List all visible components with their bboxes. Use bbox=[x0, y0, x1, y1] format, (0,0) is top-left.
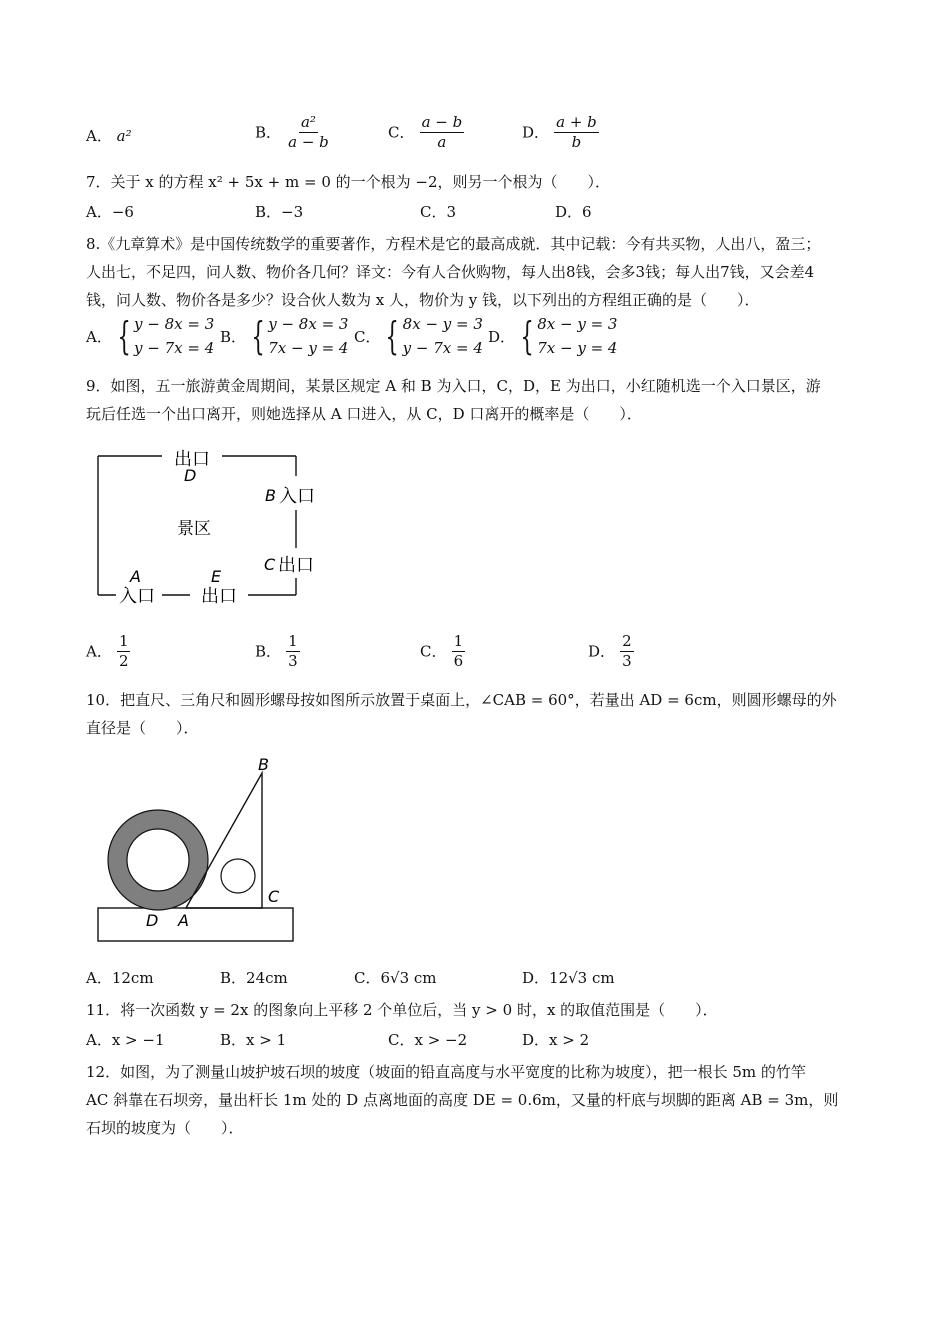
q6-option-d: D． $\frac{a + b}{b}$ bbox=[522, 113, 597, 152]
q10-stem-line-2: 直径是（ ）． bbox=[86, 719, 199, 737]
q9-option-a: A． $\frac{1}{2}$ bbox=[86, 632, 129, 671]
scenic-area-label: 景区 bbox=[177, 519, 211, 539]
entry-a-label: 入口 bbox=[119, 586, 155, 607]
q11-option-d: D．x > 2 bbox=[522, 1031, 590, 1049]
q10-stem-line-1: 10．把直尺、三角尺和圆形螺母按如图所示放置于桌面上，∠CAB = 60°，若量出 AD = 6cm，则圆形螺母的外 bbox=[86, 691, 837, 709]
exit-top-label: 出口 bbox=[174, 449, 210, 470]
brace-icon: { bbox=[385, 314, 400, 358]
q6-option-b-fraction: $\frac{\text{a²}}{a - b}$ bbox=[288, 113, 329, 152]
q6-option-a-value: a² bbox=[116, 127, 132, 145]
q6-option-d-fraction: $\frac{a + b}{b}$ bbox=[556, 113, 597, 152]
label-a: A bbox=[130, 567, 141, 586]
triangle-hole bbox=[221, 859, 255, 893]
q7-option-c: C．3 bbox=[420, 203, 457, 221]
q9-option-c: C． $\frac{1}{6}$ bbox=[420, 632, 464, 671]
label-c: C bbox=[264, 555, 276, 574]
q12-stem-line-1: 12．如图，为了测量山坡护坡石坝的坡度（坡面的铅直高度与水平宽度的比称为坡度），把一根长 5m 的竹竿 bbox=[86, 1063, 806, 1081]
label-a: A bbox=[178, 911, 189, 930]
q7-stem: 7．关于 x 的方程 x² + 5x + m = 0 的一个根为 −2，则另一个根为（ ）． bbox=[86, 173, 611, 191]
exit-e-label: 出口 bbox=[201, 586, 237, 607]
label-d: D bbox=[184, 466, 197, 485]
label-b: B bbox=[265, 486, 276, 505]
q6-option-c: C． $\frac{a - b}{a}$ bbox=[388, 113, 463, 152]
q7-option-b: B．−3 bbox=[255, 203, 304, 221]
q8-stem-line-2: 人出七，不足四，问人数、物价各几何？译文：今有人合伙购物，每人出8钱，会多3钱；每人出7钱，又会差4 bbox=[86, 263, 815, 281]
q7-option-d: D．6 bbox=[555, 203, 592, 221]
brace-icon: { bbox=[251, 314, 265, 358]
brace-icon: { bbox=[520, 314, 534, 358]
q6-option-b: B． $\frac{\text{a²}}{a - b}$ bbox=[255, 113, 329, 152]
q11-stem: 11．将一次函数 y = 2x 的图象向上平移 2 个单位后，当 y > 0 时，x 的取值范围是（ ）． bbox=[86, 1001, 718, 1019]
label-b: B bbox=[258, 755, 269, 774]
q8-stem-line-1: 8.《九章算术》是中国传统数学的重要著作，方程术是它的最高成就．其中记载：今有共买物，人出八，盈三； bbox=[86, 235, 821, 253]
q8-option-d: D． { 8x − y = 3 7x − y = 4 bbox=[488, 314, 618, 358]
q10-option-d: D．12√3 cm bbox=[522, 969, 615, 987]
q7-option-a: A．−6 bbox=[86, 203, 134, 221]
q12-stem-line-3: 石坝的坡度为（ ）． bbox=[86, 1119, 244, 1137]
q6-option-c-fraction: $\frac{a - b}{a}$ bbox=[421, 113, 463, 152]
label-d: D bbox=[146, 911, 159, 930]
q11-option-a: A．x > −1 bbox=[86, 1031, 165, 1049]
q11-option-c: C．x > −2 bbox=[388, 1031, 468, 1049]
q10-option-c: C．6√3 cm bbox=[354, 969, 437, 987]
q12-stem-line-2: AC 斜靠在石坝旁，量出杆长 1m 处的 D 点离地面的高度 DE = 0.6m，又量的杆底与坝脚的距离 AB = 3m，则 bbox=[86, 1091, 839, 1109]
q10-option-b: B．24cm bbox=[220, 969, 288, 987]
q8-stem-line-3: 钱，问人数、物价各是多少？设合伙人数为 x 人，物价为 y 钱，以下列出的方程组正确的是（ ）． bbox=[86, 291, 760, 309]
q10-option-a: A．12cm bbox=[86, 969, 154, 987]
q9-stem-line-1: 9．如图，五一旅游黄金周期间，某景区规定 A 和 B 为入口，C，D，E 为出口，小红随机选一个入口景区，游 bbox=[86, 377, 821, 395]
q8-option-b: B． { y − 8x = 3 7x − y = 4 bbox=[220, 314, 349, 358]
q9-stem-line-2: 玩后任选一个出口离开，则她选择从 A 口进入，从 C，D 口离开的概率是（ ）． bbox=[86, 405, 642, 423]
q11-option-b: B．x > 1 bbox=[220, 1031, 287, 1049]
exit-c-label: 出口 bbox=[278, 555, 314, 576]
entry-b-label: 入口 bbox=[279, 486, 315, 507]
q8-option-a: A． { y − 8x = 3 y − 7x = 4 bbox=[86, 314, 215, 358]
q8-option-c: C． { 8x − y = 3 y − 7x = 4 bbox=[354, 314, 483, 358]
nut-inner bbox=[127, 829, 189, 891]
ruler bbox=[98, 908, 293, 941]
label-e: E bbox=[211, 567, 222, 586]
q9-option-b: B． $\frac{1}{3}$ bbox=[255, 632, 298, 671]
brace-icon: { bbox=[117, 314, 131, 358]
q6-option-a: A． a² bbox=[86, 127, 132, 145]
q9-option-d: D． $\frac{2}{3}$ bbox=[588, 632, 632, 671]
label-c: C bbox=[268, 887, 280, 906]
